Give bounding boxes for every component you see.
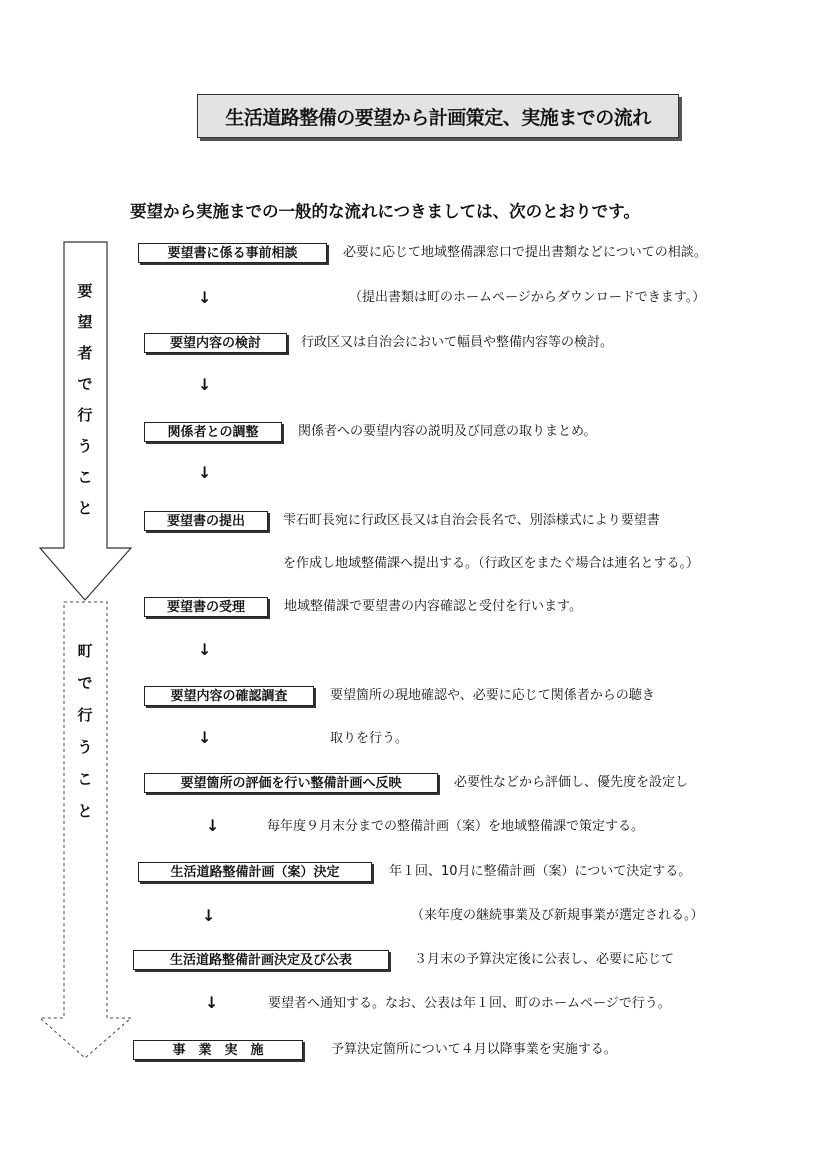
step-label: 要望内容の確認調査 bbox=[144, 686, 314, 706]
step-label: 生活道路整備計画決定及び公表 bbox=[133, 950, 389, 970]
intro-text: 要望から実施までの一般的な流れにつきましては、次のとおりです。 bbox=[130, 202, 640, 221]
step-description: 要望箇所の現地確認や、必要に応じて関係者からの聴き bbox=[330, 688, 655, 703]
step-description: 年１回、10月に整備計画（案）について決定する。 bbox=[389, 864, 692, 879]
step-description: 予算決定箇所について４月以降事業を実施する。 bbox=[331, 1042, 617, 1057]
step-description: （提出書類は町のホームページからダウンロードできます。） bbox=[349, 290, 706, 305]
step-description: 行政区又は自治会において幅員や整備内容等の検討。 bbox=[301, 335, 614, 350]
step-description: 要望者へ通知する。なお、公表は年１回、町のホームページで行う。 bbox=[268, 996, 671, 1011]
step-description: を作成し地域整備課へ提出する。（行政区をまたぐ場合は連名とする。） bbox=[283, 556, 700, 571]
step-label: 要望書の受理 bbox=[144, 597, 268, 617]
step-description: （来年度の継続事業及び新規事業が選定される。） bbox=[411, 908, 704, 923]
down-arrow-icon: ↓ bbox=[198, 375, 212, 394]
down-arrow-icon: ↓ bbox=[198, 463, 212, 482]
step-label: 生活道路整備計画（案）決定 bbox=[138, 862, 372, 882]
step-label: 関係者との調整 bbox=[144, 422, 282, 442]
step-label: 要望箇所の評価を行い整備計画へ反映 bbox=[144, 773, 438, 793]
requester-phase-label: 要 望 者 で 行 う こ と bbox=[77, 282, 93, 517]
step-description: 取りを行う。 bbox=[330, 731, 409, 746]
step-description: 地域整備課で要望書の内容確認と受付を行います。 bbox=[284, 599, 582, 614]
step-description: 必要に応じて地域整備課窓口で提出書類などについての相談。 bbox=[343, 245, 707, 260]
step-description: 雫石町長宛に行政区長又は自治会長名で、別添様式により要望書 bbox=[283, 513, 660, 528]
step-label: 要望書の提出 bbox=[144, 511, 268, 531]
step-description: 関係者への要望内容の説明及び同意の取りまとめ。 bbox=[298, 424, 597, 439]
step-label: 要望内容の検討 bbox=[144, 333, 287, 353]
page-title: 生活道路整備の要望から計画策定、実施までの流れ bbox=[197, 94, 679, 138]
step-label: 事 業 実 施 bbox=[133, 1040, 303, 1060]
down-arrow-icon: ↓ bbox=[198, 288, 212, 307]
down-arrow-icon: ↓ bbox=[202, 906, 216, 925]
down-arrow-icon: ↓ bbox=[198, 640, 212, 659]
step-label: 要望書に係る事前相談 bbox=[138, 243, 327, 263]
town-phase-label: 町 で 行 う こ と bbox=[77, 642, 93, 820]
step-description: ３月末の予算決定後に公表し、必要に応じて bbox=[414, 952, 675, 967]
down-arrow-icon: ↓ bbox=[206, 816, 220, 835]
step-description: 毎年度９月末分までの整備計画（案）を地域整備課で策定する。 bbox=[267, 819, 645, 834]
down-arrow-icon: ↓ bbox=[198, 728, 212, 747]
step-description: 必要性などから評価し、優先度を設定し bbox=[454, 775, 689, 790]
down-arrow-icon: ↓ bbox=[205, 993, 219, 1012]
